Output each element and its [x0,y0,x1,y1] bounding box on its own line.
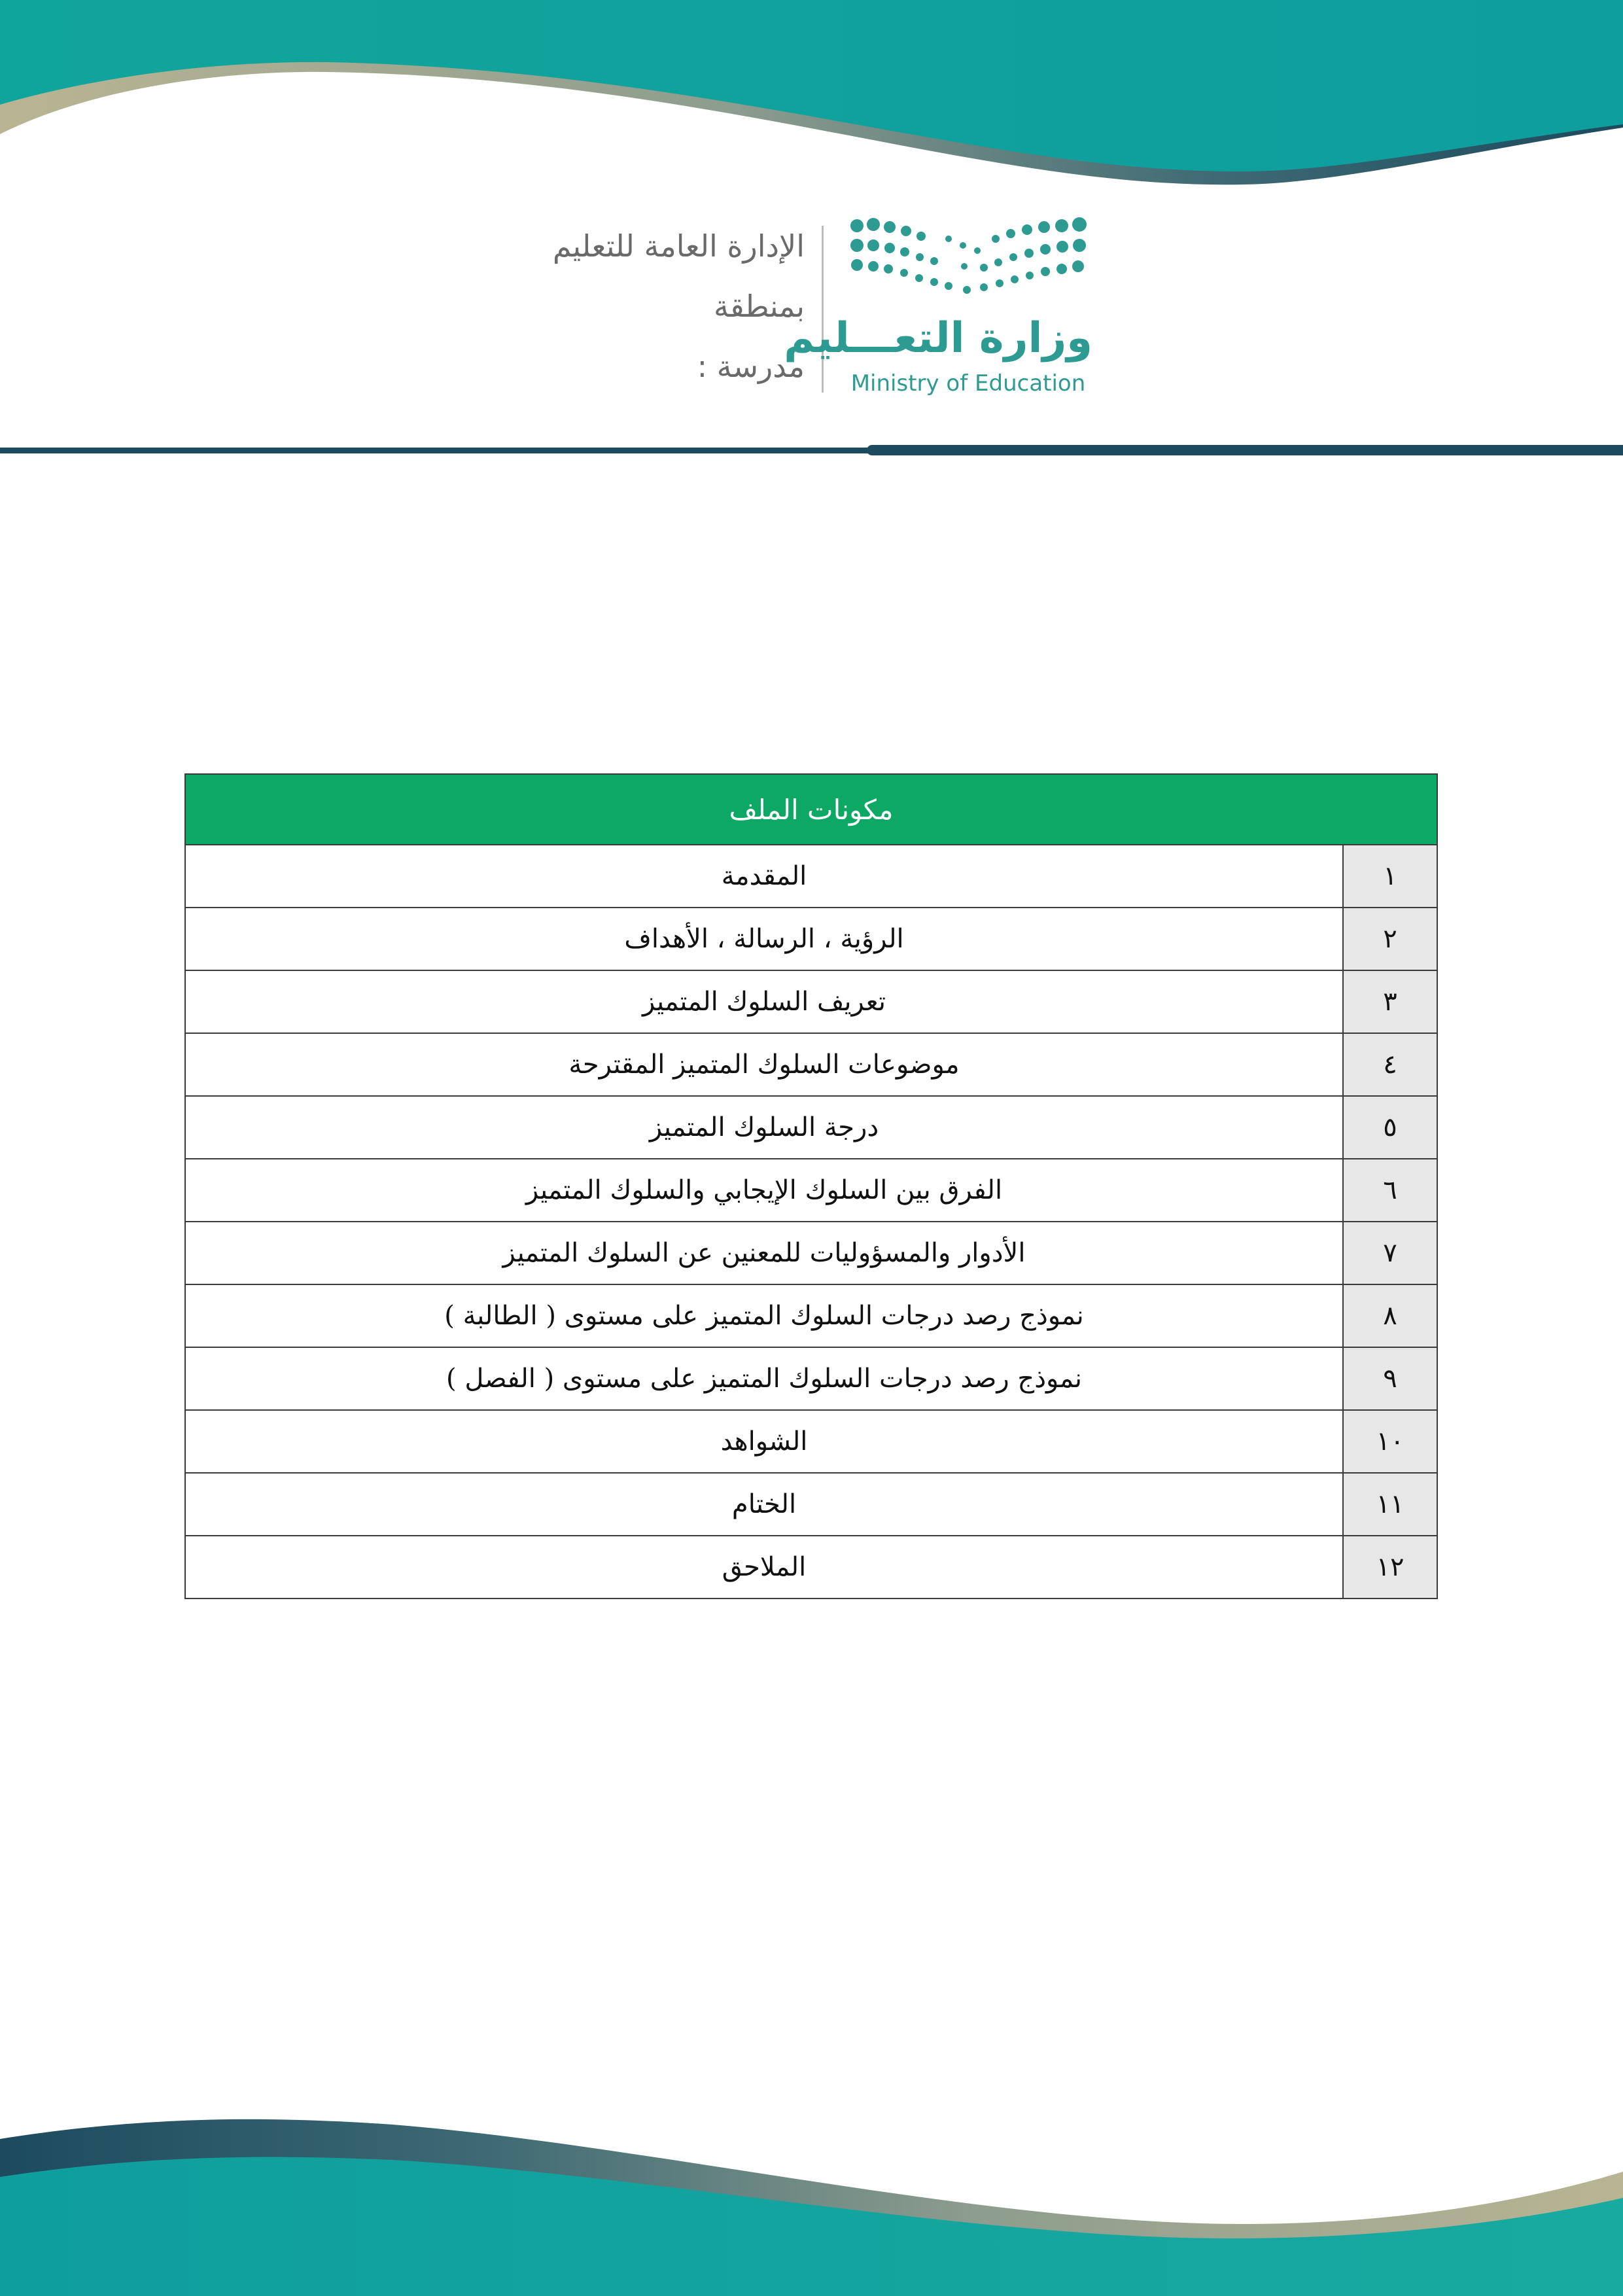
table-row [185,1284,1437,1347]
row-title: الختام [185,1473,1343,1536]
row-number: ١١ [1343,1473,1437,1536]
school-label: مدرسة : [697,349,805,384]
row-number: ٨ [1343,1284,1437,1347]
region-label: بمنطقة [714,289,805,324]
row-title: تعريف السلوك المتميز [185,970,1343,1033]
contents-table-header [185,774,1437,845]
table-row [185,908,1437,970]
row-title: الشواهد [185,1410,1343,1473]
table-row [185,970,1437,1033]
header-divider [822,226,824,393]
table-row [185,1033,1437,1096]
row-title: نموذج رصد درجات السلوك المتميز على مستوى ( الطالبة ) [185,1284,1343,1347]
row-number: ٣ [1343,970,1437,1033]
contents-table [184,773,1438,1599]
row-number: ١٠ [1343,1410,1437,1473]
table-row [185,845,1437,908]
row-title: الفرق بين السلوك الإيجابي والسلوك المتميز [185,1159,1343,1222]
row-title: الأدوار والمسؤوليات للمعنين عن السلوك المتميز [185,1222,1343,1284]
row-title: الرؤية ، الرسالة ، الأهداف [185,908,1343,970]
header-rule [0,448,877,453]
header-institution-text [458,216,805,397]
row-number: ٢ [1343,908,1437,970]
bottom-wave-banner [0,2100,1623,2296]
table-row [185,1159,1437,1222]
row-number: ٧ [1343,1222,1437,1284]
row-number: ١ [1343,845,1437,908]
directorate-name: الإدارة العامة للتعليم [552,228,805,264]
ministry-logo-english: Ministry of Education [850,370,1086,397]
header-rule-accent [867,445,1623,455]
row-title: نموذج رصد درجات السلوك المتميز على مستوى ( الفصل ) [185,1347,1343,1410]
table-row [185,1096,1437,1159]
table-row [185,1410,1437,1473]
table-row [185,1473,1437,1536]
table-row [185,1347,1437,1410]
row-title: موضوعات السلوك المتميز المقترحة [185,1033,1343,1096]
ministry-logo-arabic: وزارة التعـــليم [784,314,1092,362]
top-wave-banner [0,0,1623,196]
contents-title: مكونات الملف [185,774,1437,845]
table-row [185,1536,1437,1598]
row-title: درجة السلوك المتميز [185,1096,1343,1159]
table-row [185,1222,1437,1284]
row-title: الملاحق [185,1536,1343,1598]
row-number: ٦ [1343,1159,1437,1222]
row-number: ١٢ [1343,1536,1437,1598]
row-number: ٥ [1343,1096,1437,1159]
row-number: ٤ [1343,1033,1437,1096]
row-title: المقدمة [185,845,1343,908]
row-number: ٩ [1343,1347,1437,1410]
